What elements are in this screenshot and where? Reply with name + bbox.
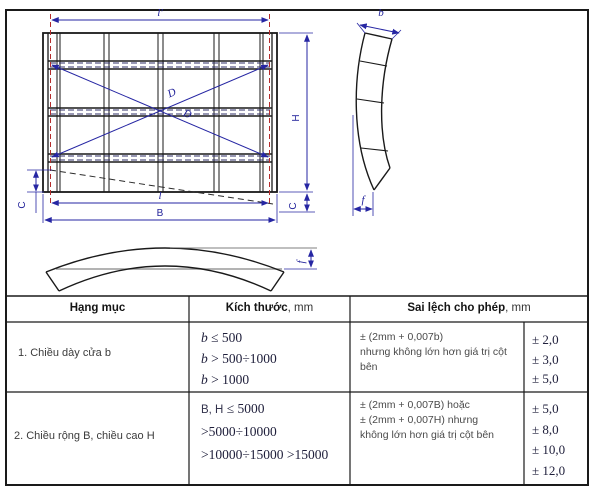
row2-size-var: B, H bbox=[201, 404, 224, 416]
row2-tolerance-value: ± 12,0 bbox=[532, 462, 566, 478]
row1-tolerance-value: ± 3,0 bbox=[532, 351, 559, 367]
height-label: H bbox=[291, 114, 302, 122]
side-view bbox=[353, 7, 401, 216]
row2-size-value: ≤ 5000 bbox=[223, 401, 265, 416]
row2-sizes bbox=[201, 398, 328, 467]
row1-size-value: > 1000 bbox=[207, 372, 250, 387]
diagonal-1-label: D bbox=[165, 86, 178, 101]
row2-tolerance-value: ± 10,0 bbox=[532, 442, 566, 457]
corner-right-label: C bbox=[288, 202, 299, 210]
row1-size-var: b bbox=[201, 372, 208, 387]
header-size-unit: , mm bbox=[287, 302, 314, 314]
row2-size-value: >5000÷10000 bbox=[201, 424, 277, 439]
header-size-label: Kích thước bbox=[225, 302, 288, 314]
row2-tolerance-line: ± (2mm + 0,007B) hoặc bbox=[360, 399, 470, 411]
row1-values bbox=[532, 330, 559, 389]
row2-values bbox=[532, 399, 565, 481]
top-width-label: l' bbox=[157, 7, 163, 19]
vertical-stiffeners bbox=[57, 33, 263, 192]
row1-tolerance-line: bên bbox=[360, 361, 378, 373]
row1-tolerance-value: ± 5,0 bbox=[532, 371, 559, 386]
overall-width-label: B bbox=[156, 208, 164, 219]
camber-plan-label: f bbox=[295, 260, 307, 264]
table-header-tolerance bbox=[350, 302, 588, 314]
plan-view-arc bbox=[46, 248, 317, 291]
row2-tolerance bbox=[360, 398, 520, 443]
diagonal-2-label: D bbox=[181, 107, 194, 122]
row2-size-value: >10000÷15000 >15000 bbox=[201, 447, 329, 462]
row1-size-var: b bbox=[201, 330, 208, 345]
camber-side-label: f bbox=[361, 194, 365, 206]
row1-tolerance-line: nhưng không lớn hơn giá trị cột bbox=[360, 346, 507, 358]
row1-tolerance bbox=[360, 330, 520, 375]
corner-left-label: C bbox=[17, 201, 28, 209]
header-item-label: Hạng mục bbox=[69, 302, 126, 314]
row1-tolerance-line: ± (2mm + 0,007b) bbox=[360, 331, 444, 343]
front-view bbox=[17, 7, 315, 223]
row2-tolerance-value: ± 8,0 bbox=[532, 421, 559, 437]
header-tolerance-unit: , mm bbox=[505, 302, 531, 314]
row1-sizes bbox=[201, 328, 277, 391]
row1-size-var: b bbox=[201, 351, 208, 366]
row2-tolerance-line: ± (2mm + 0,007H) nhưng bbox=[360, 414, 479, 426]
row1-size-value: > 500÷1000 bbox=[207, 351, 277, 366]
row1-tolerance-value: ± 2,0 bbox=[532, 332, 559, 347]
table-header-item bbox=[6, 302, 189, 314]
row1-item: 1. Chiều dày cửa b bbox=[18, 347, 111, 359]
row2-item: 2. Chiều rộng B, chiều cao H bbox=[14, 430, 155, 442]
row1-size-value: ≤ 500 bbox=[207, 330, 243, 345]
header-tolerance-label: Sai lệch cho phép bbox=[407, 302, 506, 314]
table-header-size bbox=[189, 302, 350, 314]
row2-tolerance-line: không lớn hơn giá trị cột bên bbox=[360, 429, 495, 441]
inner-width-label: l bbox=[158, 190, 162, 202]
row2-tolerance-value: ± 5,0 bbox=[532, 401, 559, 416]
thickness-label: b bbox=[378, 7, 384, 19]
